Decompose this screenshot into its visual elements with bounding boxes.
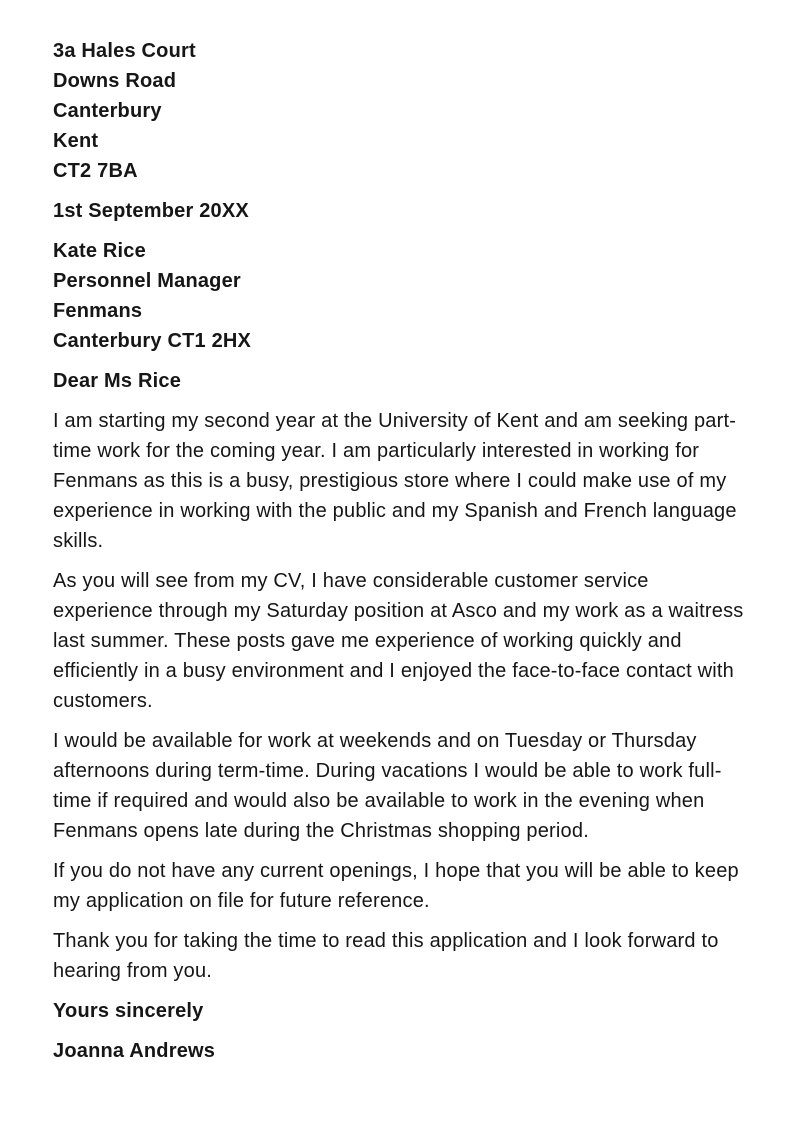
recipient-address bbox=[53, 236, 745, 356]
sender-address-line: Downs Road bbox=[53, 70, 177, 92]
letter-date: 1st September 20XX bbox=[53, 200, 249, 222]
signature: Joanna Andrews bbox=[53, 1040, 216, 1062]
salutation: Dear Ms Rice bbox=[53, 370, 182, 392]
sender-address-line: 3a Hales Court bbox=[53, 40, 196, 62]
body-paragraph: I would be available for work at weekends and on Tuesday or Thursday afternoons during term-time. During vacations I would be able to work full-time if required and would also be available to work in the evening when Fenmans opens late during the Christmas shopping period. bbox=[53, 730, 722, 842]
body-paragraph: As you will see from my CV, I have considerable customer service experience through my Saturday position at Asco and my work as a waitress last summer. These posts gave me experience of working quickly and efficiently in a busy environment and I enjoyed the face-to-face contact with customers. bbox=[53, 570, 744, 712]
sender-address-line: Kent bbox=[53, 130, 99, 152]
sender-address-line: CT2 7BA bbox=[53, 160, 138, 182]
body-paragraph: I am starting my second year at the University of Kent and am seeking part-time work for the coming year. I am particularly interested in working for Fenmans as this is a busy, prestigious store where I could make use of my experience in working with the public and my Spanish and French language skills. bbox=[53, 410, 737, 552]
sender-address bbox=[53, 36, 745, 186]
recipient-address-line: Kate Rice bbox=[53, 240, 146, 262]
recipient-address-line: Personnel Manager bbox=[53, 270, 241, 292]
recipient-address-line: Canterbury CT1 2HX bbox=[53, 330, 252, 352]
body-paragraph: If you do not have any current openings, I hope that you will be able to keep my application on file for future reference. bbox=[53, 860, 739, 912]
body-paragraph: Thank you for taking the time to read this application and I look forward to hearing from you. bbox=[53, 930, 719, 982]
sender-address-line: Canterbury bbox=[53, 100, 162, 122]
closing: Yours sincerely bbox=[53, 1000, 204, 1022]
recipient-address-line: Fenmans bbox=[53, 300, 143, 322]
